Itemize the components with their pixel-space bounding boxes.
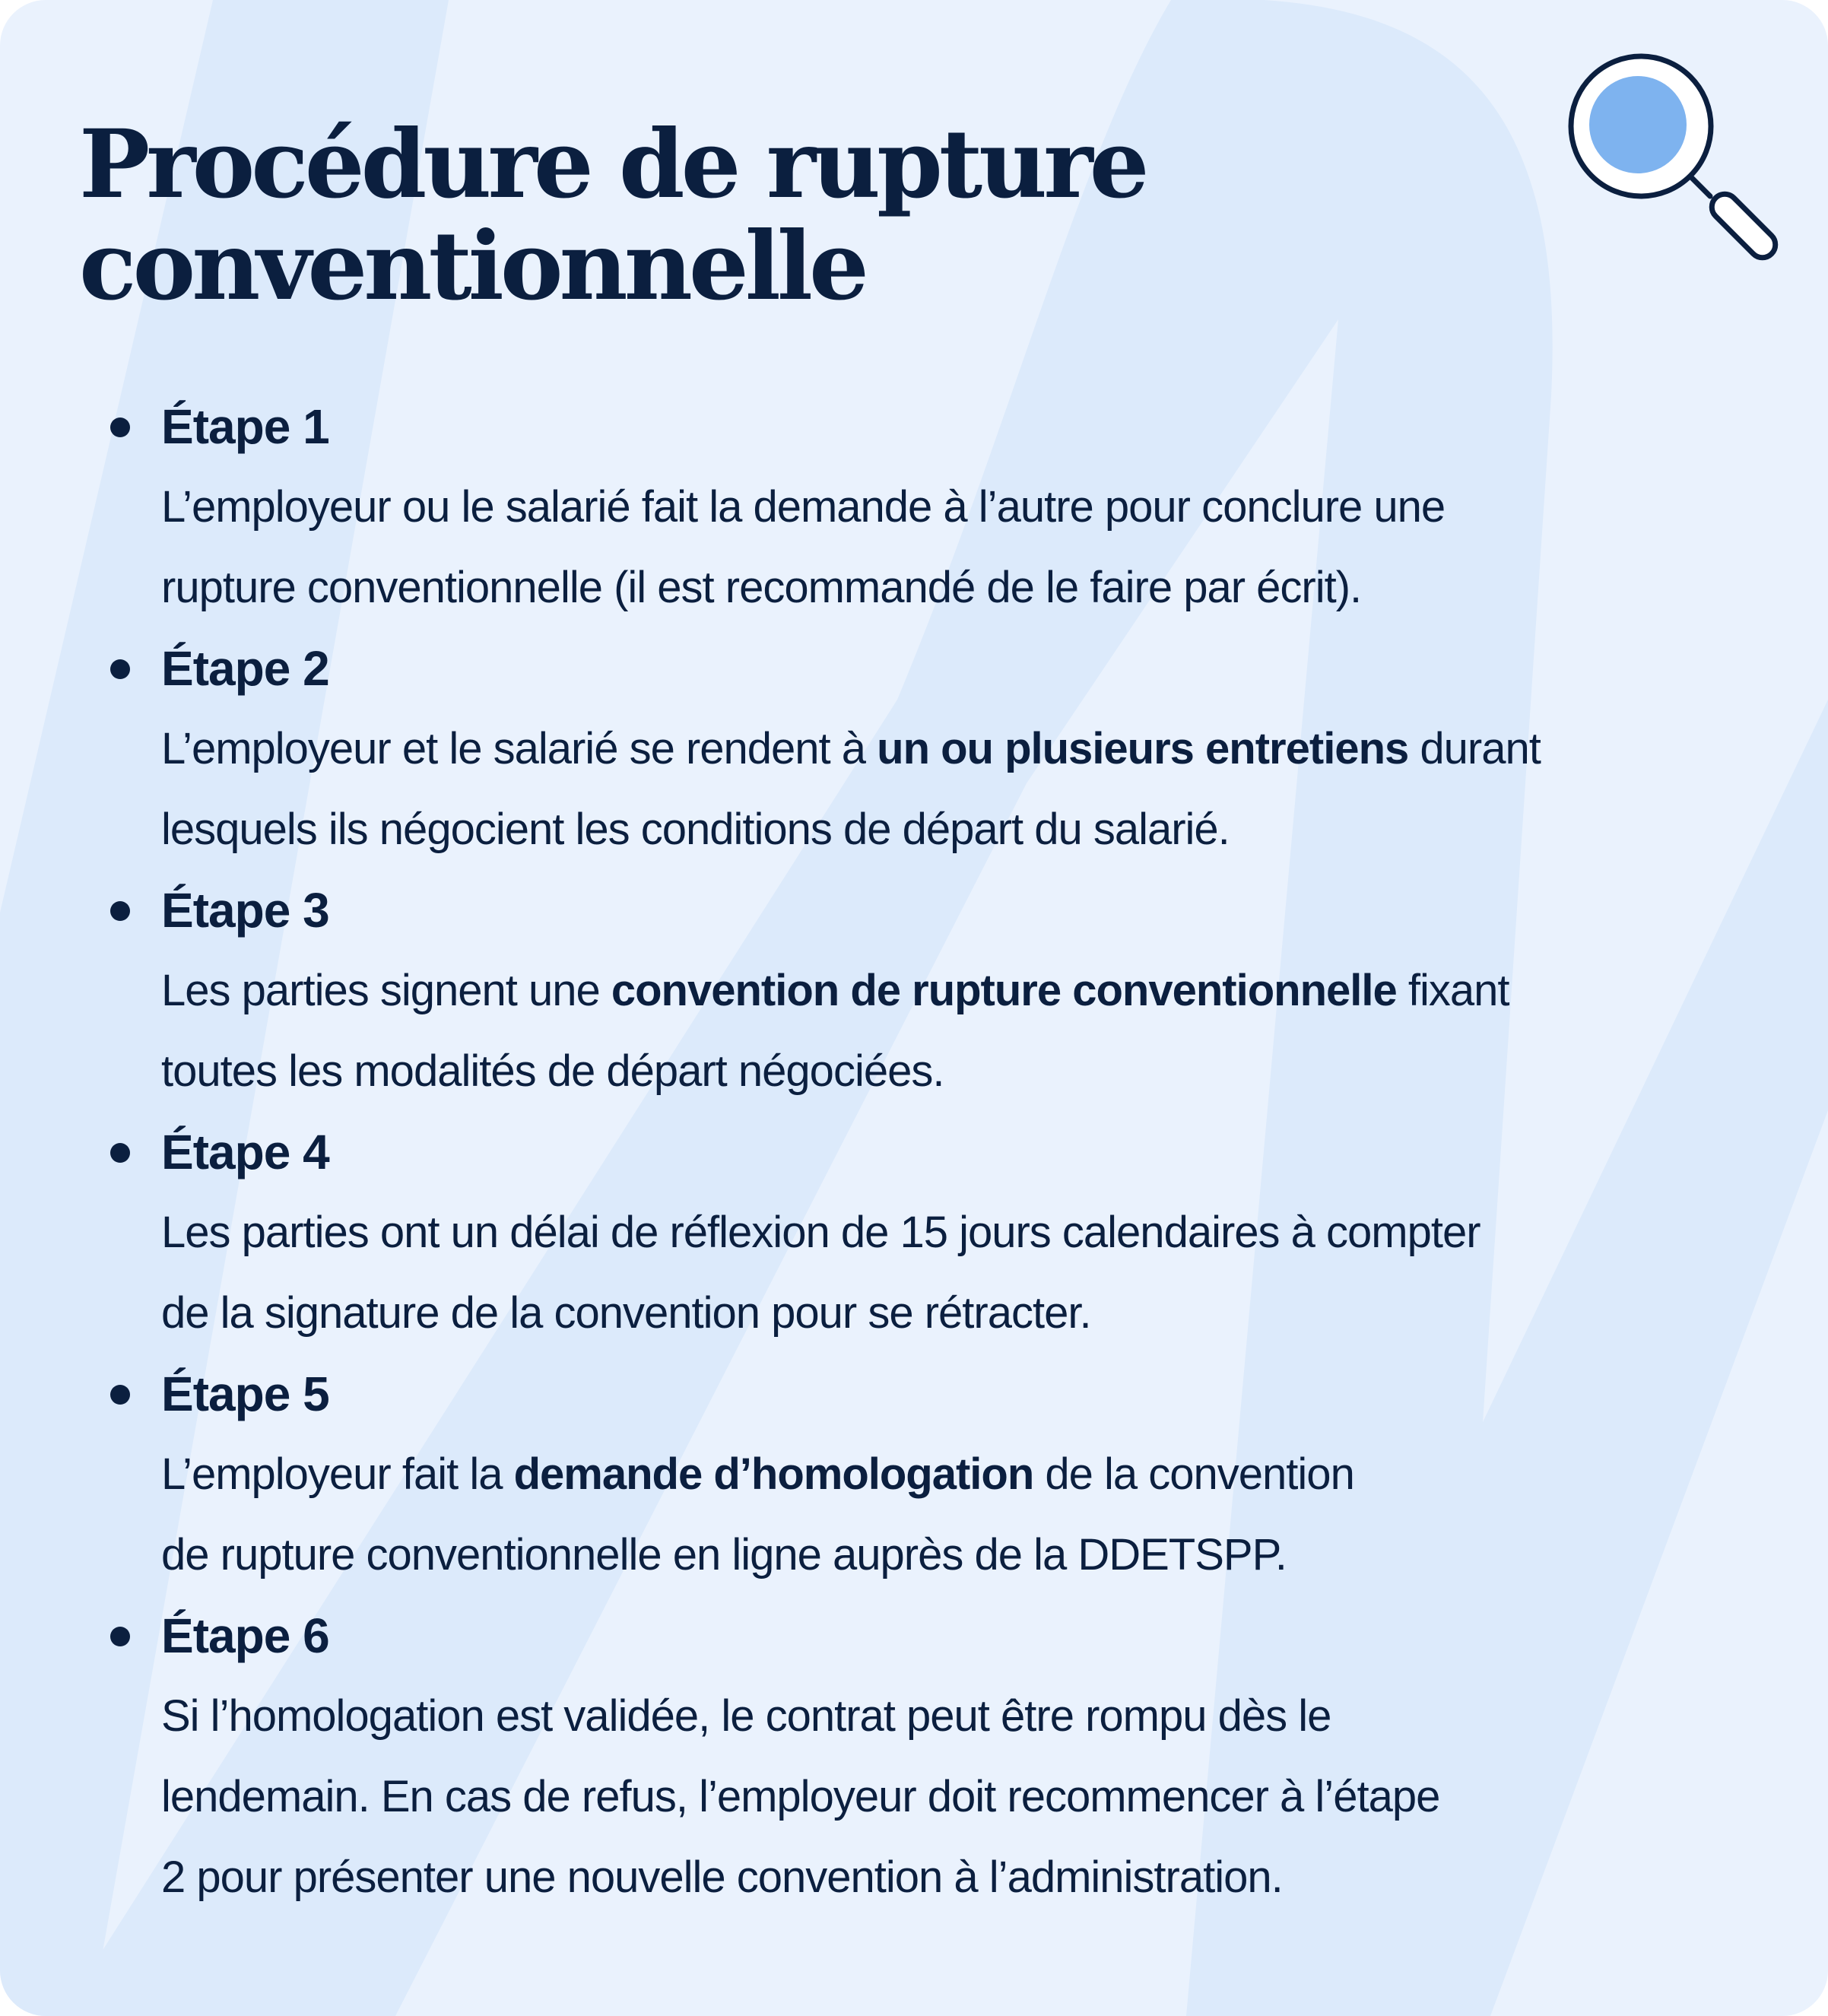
bullet-point — [110, 901, 130, 921]
step-line: lendemain. En cas de refus, l’employeur doit recommencer à l’étape — [161, 1772, 1440, 1821]
step-line: 2 pour présenter une nouvelle convention à l’administration. — [161, 1852, 1283, 1902]
step-title: Étape 4 — [161, 1125, 329, 1179]
title-line-1: Procédure de rupture — [79, 110, 1146, 220]
list-item — [0, 1595, 1828, 1918]
step-title: Étape 6 — [161, 1608, 329, 1663]
list-item — [0, 628, 1828, 870]
step-description — [161, 1192, 1828, 1354]
list-item — [0, 386, 1828, 628]
list-item — [0, 870, 1828, 1112]
list-item — [0, 1112, 1828, 1354]
step-line: Les parties signent une convention de rupture conventionnelle fixant — [161, 966, 1509, 1015]
emphasis-text: convention de rupture conventionnelle — [611, 966, 1397, 1015]
step-line: L’employeur et le salarié se rendent à un ou plusieurs entretiens durant — [161, 724, 1541, 773]
step-line: Les parties ont un délai de réflexion de 15 jours calendaires à compter — [161, 1208, 1480, 1257]
step-line: rupture conventionnelle (il est recommandé de le faire par écrit). — [161, 563, 1362, 612]
title-line-2: conventionnelle — [79, 211, 865, 322]
step-description — [161, 467, 1828, 628]
bullet-point — [110, 1627, 130, 1646]
bullet-point — [110, 1143, 130, 1163]
step-line: toutes les modalités de départ négociées. — [161, 1046, 944, 1096]
magnifying-glass-icon — [1559, 50, 1802, 271]
step-description — [161, 1676, 1828, 1918]
bullet-point — [110, 659, 130, 679]
steps-list — [0, 386, 1828, 1918]
step-line: de la signature de la convention pour se rétracter. — [161, 1288, 1091, 1338]
step-description — [161, 951, 1828, 1112]
step-line: lesquels ils négocient les conditions de départ du salarié. — [161, 805, 1230, 854]
bullet-point — [110, 417, 130, 437]
list-item — [0, 1354, 1828, 1595]
emphasis-text: un ou plusieurs entretiens — [877, 724, 1409, 773]
step-line: L’employeur ou le salarié fait la demande à l’autre pour conclure une — [161, 482, 1446, 532]
step-title: Étape 1 — [161, 399, 329, 454]
step-title: Étape 2 — [161, 641, 329, 696]
page-title — [79, 110, 1448, 322]
emphasis-text: demande d’homologation — [513, 1449, 1034, 1499]
step-title: Étape 3 — [161, 883, 329, 938]
step-line: Si l’homologation est validée, le contrat peut être rompu dès le — [161, 1691, 1331, 1741]
step-description — [161, 709, 1828, 870]
bullet-point — [110, 1385, 130, 1405]
step-description — [161, 1434, 1828, 1595]
step-line: de rupture conventionnelle en ligne auprès de la DDETSPP. — [161, 1530, 1287, 1579]
step-title: Étape 5 — [161, 1367, 329, 1421]
step-line: L’employeur fait la demande d’homologation de la convention — [161, 1449, 1354, 1499]
